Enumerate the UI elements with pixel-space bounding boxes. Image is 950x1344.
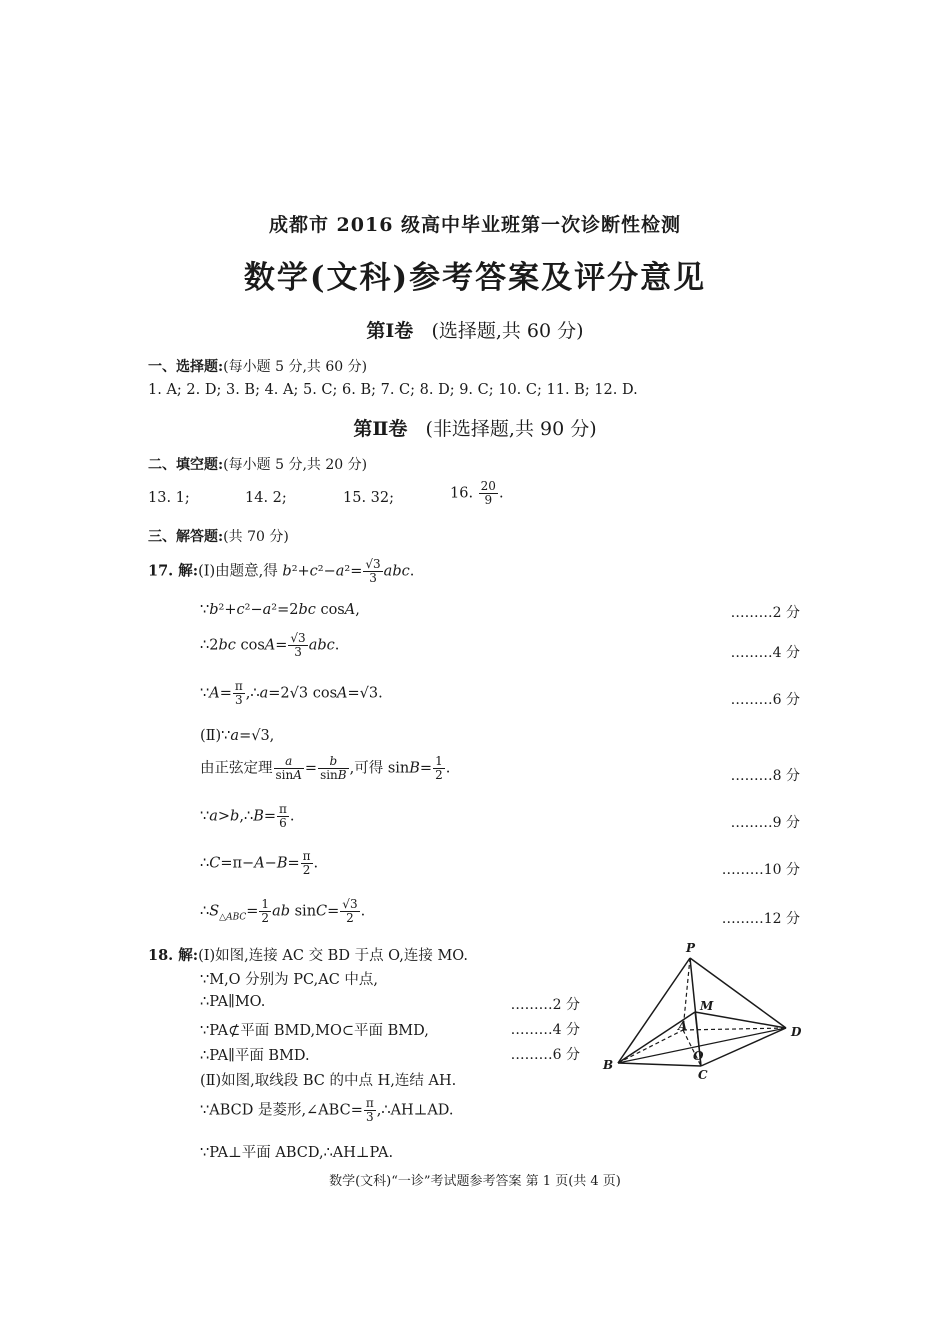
q18-line-2: ∵M,O 分别为 PC,AC 中点, bbox=[200, 972, 379, 988]
figure-label-m: M bbox=[700, 999, 714, 1013]
q17-line-2: ∵b²+c²−a²=2bc cosA, bbox=[200, 602, 360, 618]
q17-line-7: ∵a>b,∴B= $\frac{\pi}{6}$ . bbox=[200, 802, 295, 830]
section-1-heading: 一、选择题:(每小题 5 分,共 60 分) bbox=[148, 359, 368, 375]
doc-title: 成都市 2016 级高中毕业班第一次诊断性检测 bbox=[268, 214, 682, 236]
q17-score-7: ………12 分 bbox=[721, 911, 800, 927]
q17-line-1: 17. 解:(Ⅰ)由题意,得 b²+c²−a²= $\frac{√3}{3}$ abc. bbox=[148, 557, 415, 585]
q17-line-6: 由正弦定理 $\frac{a}{\sin A}$ = $\frac{b}{\sin B}$ ,可得 sinB= $\frac{1}{2}$ . bbox=[200, 754, 451, 782]
q18-score-1: ………2 分 bbox=[510, 997, 580, 1013]
q18-line-5: ∴PA∥平面 BMD. bbox=[200, 1048, 310, 1064]
q17-line-4: ∵A= $\frac{\pi}{3}$ ,∴a=2√3 cosA=√3. bbox=[200, 679, 383, 707]
answer-14: 14. 2; bbox=[245, 490, 287, 506]
q17-line-8: ∴C=π−A−B= $\frac{\pi}{2}$ . bbox=[200, 849, 319, 877]
q17-line-9: $\therefore S_{\triangle ABC}=$ $\frac{1}{2}$ ab sinC= $\frac{√3}{2}$ . bbox=[200, 897, 366, 925]
figure-label-b: B bbox=[603, 1058, 614, 1072]
q18-line-8: ∵PA⊥平面 ABCD,∴AH⊥PA. bbox=[200, 1145, 394, 1161]
q18-line-4: ∵PA⊄平面 BMD,MO⊂平面 BMD, bbox=[200, 1023, 429, 1039]
q18-score-3: ………6 分 bbox=[510, 1047, 580, 1063]
pyramid-figure bbox=[598, 938, 813, 1088]
q17-score-3: ………6 分 bbox=[730, 692, 800, 708]
answer-16: 16. $\frac{20}{9}$ . bbox=[450, 479, 504, 507]
q18-score-2: ………4 分 bbox=[510, 1022, 580, 1038]
volume-1-heading: 第Ⅰ卷 (选择题,共 60 分) bbox=[366, 320, 584, 342]
q18-line-6: (Ⅱ)如图,取线段 BC 的中点 H,连结 AH. bbox=[200, 1073, 457, 1089]
volume-2-heading: 第Ⅱ卷 (非选择题,共 90 分) bbox=[353, 418, 597, 440]
page-footer: 数学(文科)“一诊”考试题参考答案 第 1 页(共 4 页) bbox=[329, 1174, 621, 1189]
section-1-answers: 1. A; 2. D; 3. B; 4. A; 5. C; 6. B; 7. C; 8. D; 9. C; 10. C; 11. B; 12. D. bbox=[148, 382, 638, 398]
q18-line-1: 18. 解:(Ⅰ)如图,连接 AC 交 BD 于点 O,连接 MO. bbox=[148, 947, 468, 964]
figure-label-a: A bbox=[678, 1019, 688, 1033]
figure-label-d: D bbox=[791, 1025, 802, 1039]
figure-label-c: C bbox=[698, 1068, 708, 1082]
q18-line-3: ∴PA∥MO. bbox=[200, 994, 266, 1010]
q17-score-5: ………9 分 bbox=[730, 815, 800, 831]
section-3-heading: 三、解答题:(共 70 分) bbox=[148, 529, 289, 545]
q17-line-5: (Ⅱ)∵a=√3, bbox=[200, 728, 275, 744]
answer-15: 15. 32; bbox=[343, 490, 395, 506]
q17-score-4: ………8 分 bbox=[730, 768, 800, 784]
q17-score-6: ………10 分 bbox=[721, 862, 800, 878]
figure-label-o: O bbox=[693, 1049, 704, 1063]
q18-line-7: ∵ABCD 是菱形,∠ABC= $\frac{\pi}{3}$ ,∴AH⊥AD. bbox=[200, 1096, 454, 1124]
section-2-heading: 二、填空题:(每小题 5 分,共 20 分) bbox=[148, 457, 368, 473]
figure-label-p: P bbox=[686, 941, 696, 955]
q17-score-1: ………2 分 bbox=[730, 605, 800, 621]
q17-score-2: ………4 分 bbox=[730, 645, 800, 661]
answer-13: 13. 1; bbox=[148, 490, 190, 506]
q17-line-3: ∴2bc cosA= $\frac{√3}{3}$ abc. bbox=[200, 631, 340, 659]
doc-subtitle: 数学(文科)参考答案及评分意见 bbox=[243, 260, 707, 296]
